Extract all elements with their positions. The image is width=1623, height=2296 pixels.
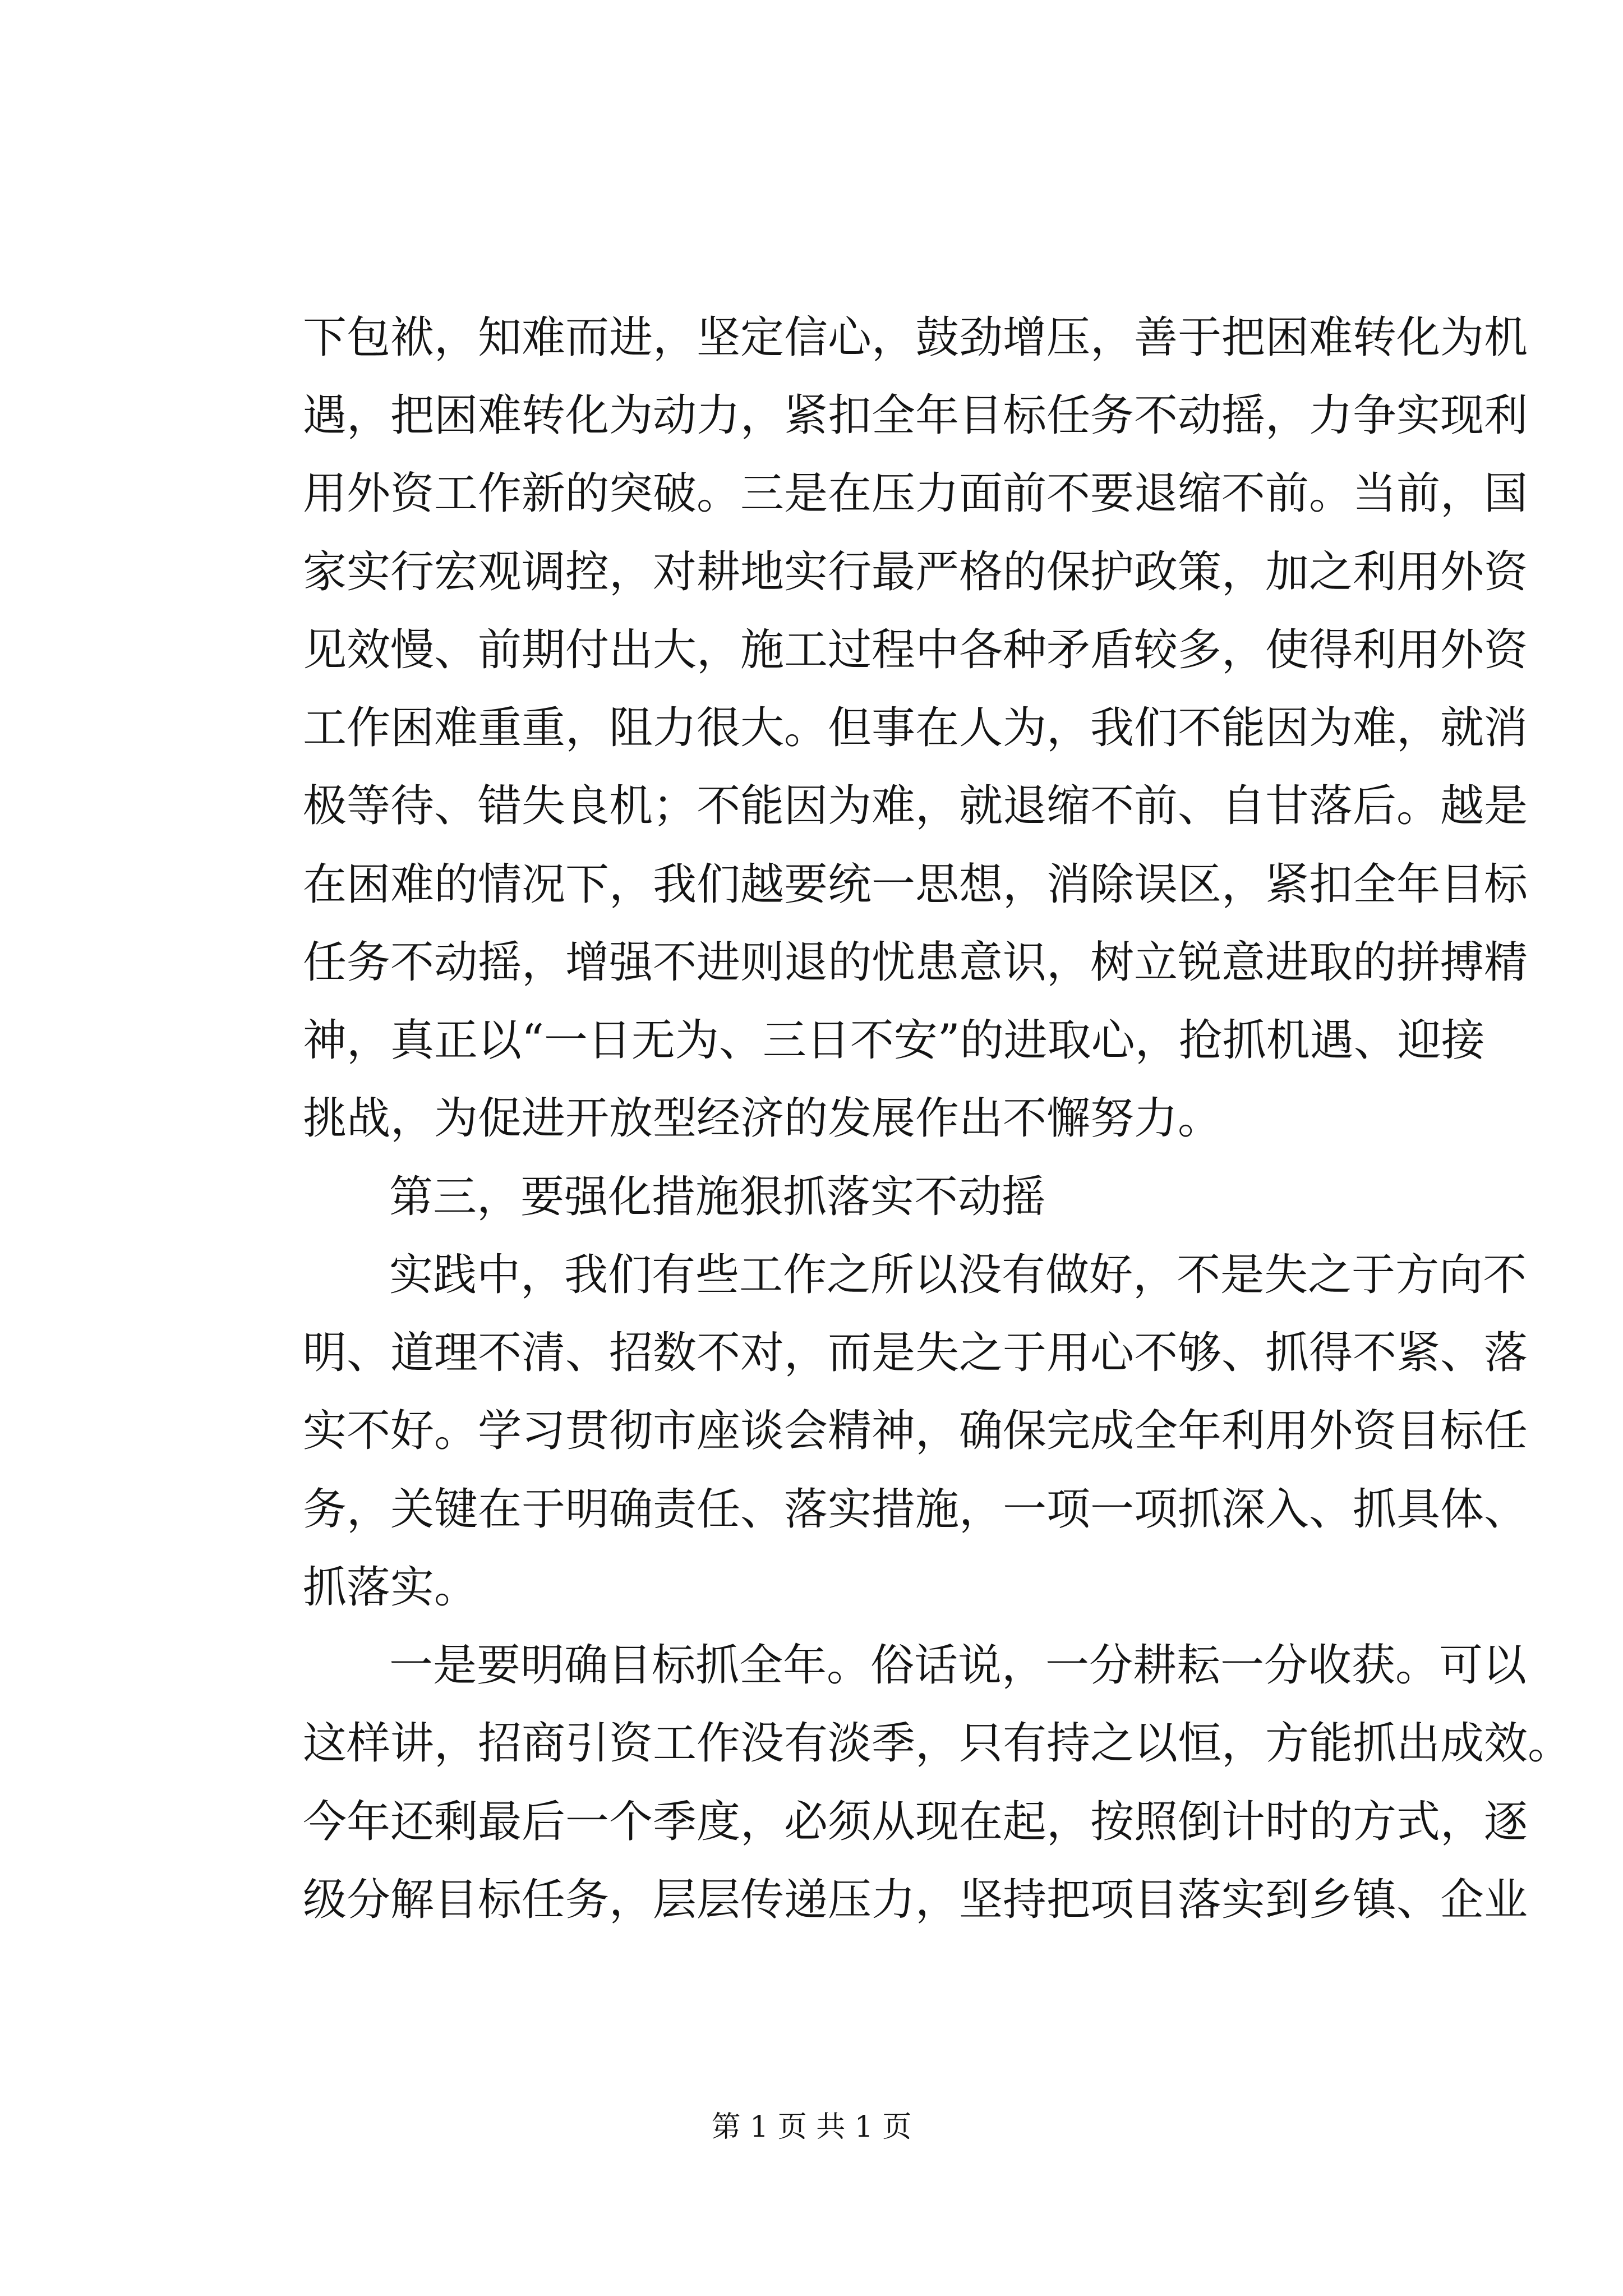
text-line: 挑战，为促进开放型经济的发展作出不懈努力。 [303, 1093, 1222, 1144]
text-line: 这样讲，招商引资工作没有淡季，只有持之以恒，方能抓出成效。 [303, 1718, 1572, 1769]
text-line: 遇，把困难转化为动力，紧扣全年目标任务不动摇，力争实现利 [303, 390, 1528, 441]
text-line: 今年还剩最后一个季度，必须从现在起，按照倒计时的方式，逐 [303, 1797, 1528, 1847]
text-line: 下包袱，知难而进，坚定信心，鼓劲增压，善于把困难转化为机 [303, 312, 1528, 363]
text-line: 家实行宏观调控，对耕地实行最严格的保护政策，加之利用外资 [303, 547, 1528, 597]
text-line: 任务不动摇，增强不进则退的忧患意识，树立锐意进取的拼搏精 [303, 937, 1528, 988]
text-line: 级分解目标任务，层层传递压力，坚持把项目落实到乡镇、企业 [303, 1875, 1528, 1925]
text-line: 实不好。学习贯彻市座谈会精神，确保完成全年利用外资目标任 [303, 1406, 1528, 1456]
text-line: 神，真正以“一日无为、三日不安”的进取心，抢抓机遇、迎接 [303, 1015, 1485, 1066]
text-line: 见效慢、前期付出大，施工过程中各种矛盾较多，使得利用外资 [303, 625, 1528, 675]
text-line: 明、道理不清、招数不对，而是失之于用心不够、抓得不紧、落 [303, 1328, 1528, 1378]
section-heading: 第三，要强化措施狠抓落实不动摇 [389, 1172, 1046, 1222]
text-line: 在困难的情况下，我们越要统一思想，消除误区，紧扣全年目标 [303, 859, 1528, 910]
text-line: 极等待、错失良机；不能因为难，就退缩不前、自甘落后。越是 [303, 781, 1528, 831]
text-line: 务，关键在于明确责任、落实措施，一项一项抓深入、抓具体、 [303, 1484, 1528, 1535]
text-line: 工作困难重重，阻力很大。但事在人为，我们不能因为难，就消 [303, 703, 1528, 753]
page-footer: 第 1 页 共 1 页 [711, 2110, 912, 2144]
text-line: 用外资工作新的突破。三是在压力面前不要退缩不前。当前，国 [303, 468, 1528, 519]
text-line: 抓落实。 [303, 1562, 478, 1613]
text-line: 实践中，我们有些工作之所以没有做好，不是失之于方向不 [389, 1250, 1527, 1300]
text-line: 一是要明确目标抓全年。俗话说，一分耕耘一分收获。可以 [389, 1640, 1527, 1691]
